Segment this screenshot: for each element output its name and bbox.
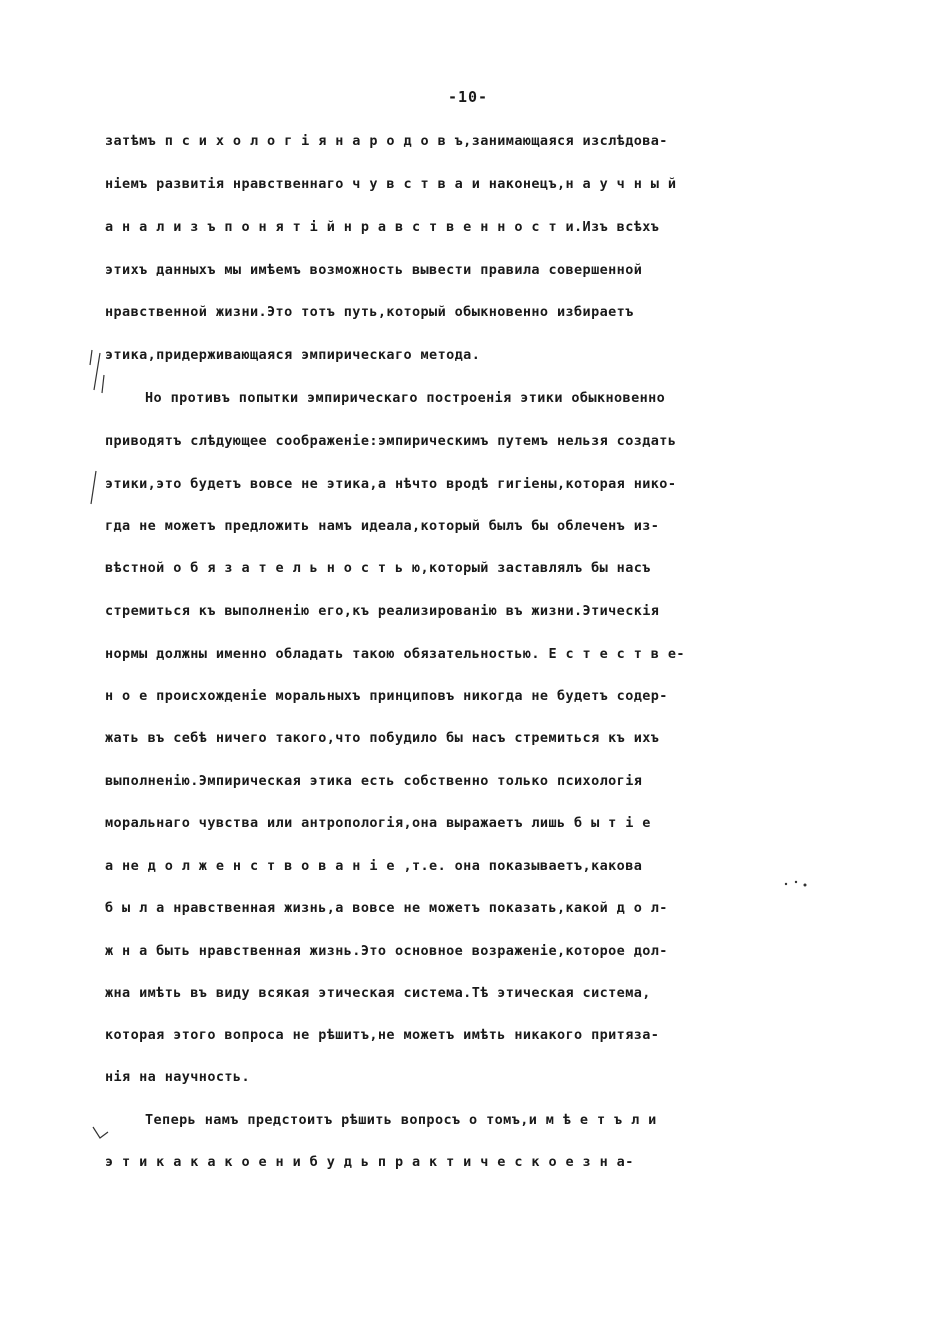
text-line: Но противъ попытки эмпирическаго построенія этики обыкновенно (145, 390, 666, 406)
text-line: н о е происхожденіе моральныхъ принциповъ никогда не будетъ содер- (105, 688, 668, 704)
text-line: э т и к а к а к о е н и б у д ь п р а к т и ч е с к о е з н а- (105, 1154, 634, 1170)
page-number: -10- (447, 88, 489, 106)
text-line: б ы л а нравственная жизнь,а вовсе не можетъ показать,какой д о л- (105, 900, 668, 916)
text-line: моральнаго чувства или антропологія,она выражаетъ лишь б ы т і е (105, 815, 651, 831)
text-line: гда не можетъ предложить намъ идеала,который былъ бы облеченъ из- (105, 518, 660, 534)
text-line: Теперь намъ предстоитъ рѣшить вопросъ о томъ,и м ѣ е т ъ л и (145, 1112, 657, 1128)
margin-pencil-mark (86, 468, 100, 508)
text-line: выполненію.Эмпирическая этика есть собственно только психологія (105, 773, 643, 789)
text-line: а н а л и з ъ п о н я т і й н р а в с т в е н н о с т и.Изъ всѣхъ (105, 219, 660, 235)
text-line: этика,придерживающаяся эмпирическаго метода. (105, 347, 481, 363)
text-line: ж н а быть нравственная жизнь.Это основное возраженіе,которое дол- (105, 943, 668, 959)
ink-speck (780, 872, 810, 892)
margin-pencil-mark (82, 345, 112, 395)
text-line: стремиться къ выполненію его,къ реализированію въ жизни.Этическія (105, 603, 660, 619)
text-line: этики,это будетъ вовсе не этика,а нѣчто вродѣ гигіены,которая нико- (105, 476, 677, 492)
text-line: жна имѣть въ виду всякая этическая система.Тѣ этическая система, (105, 985, 651, 1001)
text-line: нія на научность. (105, 1069, 250, 1085)
text-line: вѣстной о б я з а т е л ь н о с т ь ю,который заставлялъ бы насъ (105, 560, 651, 576)
text-line: нормы должны именно обладать такою обязательностью. Е с т е с т в е- (105, 646, 685, 662)
text-line: жать въ себѣ ничего такого,что побудило бы насъ стремиться къ ихъ (105, 730, 660, 746)
text-line: ніемъ развитія нравственнаго ч у в с т в а и наконецъ,н а у ч н ы й (105, 176, 677, 192)
text-line: затѣмъ п с и х о л о г і я н а р о д о в ъ,занимающаяся изслѣдова- (105, 133, 668, 149)
text-line: а не д о л ж е н с т в о в а н і е ,т.е. она показываетъ,какова (105, 858, 643, 874)
text-line: приводятъ слѣдующее соображеніе:эмпирическимъ путемъ нельзя создать (105, 433, 677, 449)
text-line: которая этого вопроса не рѣшитъ,не можетъ имѣть никакого притяза- (105, 1027, 660, 1043)
margin-pencil-mark (90, 1124, 112, 1144)
text-line: этихъ данныхъ мы имѣемъ возможность вывести правила совершенной (105, 262, 643, 278)
text-line: нравственной жизни.Это тотъ путь,который обыкновенно избираетъ (105, 304, 634, 320)
